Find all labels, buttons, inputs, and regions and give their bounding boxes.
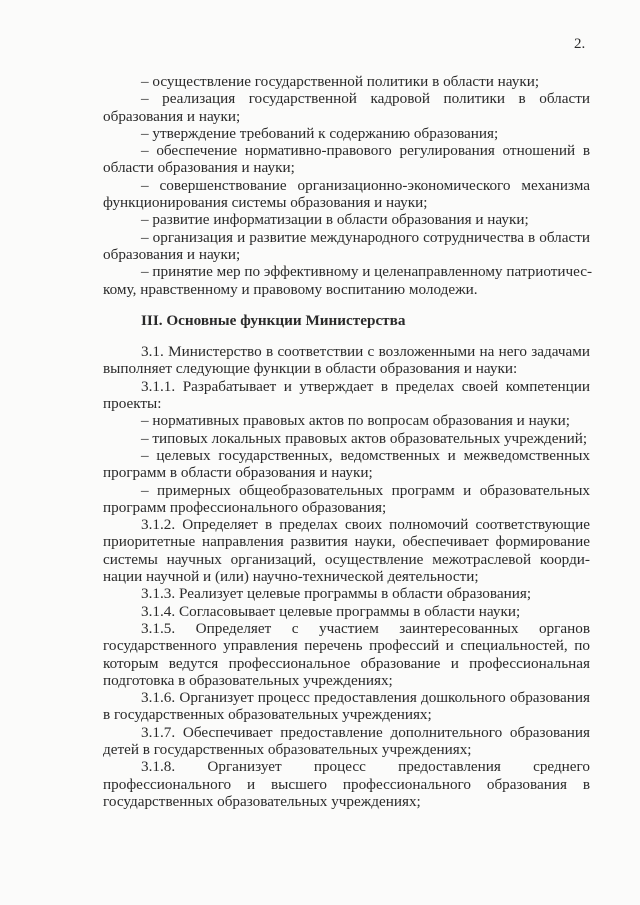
text-line: 3.1. Министерство в соответствии с возложенными на него задачами [141, 343, 590, 361]
text-line: – примерных общеобразовательных программ и образовательных [141, 481, 590, 499]
text-line: системы научных организаций, осуществление межотраслевой коорди- [103, 550, 590, 568]
text-line: образования и науки; [103, 245, 241, 263]
text-line: 3.1.3. Реализует целевые программы в области образования; [141, 585, 532, 603]
page-number: 2. [574, 36, 586, 52]
paragraph [103, 177, 590, 212]
text-line: – осуществление государственной политики в области науки; [141, 73, 540, 90]
text-line: – нормативных правовых актов по вопросам образования и науки; [141, 412, 570, 430]
paragraph [103, 689, 590, 724]
text-line: – принятие мер по эффективному и целенаправленному патриотичес- [141, 263, 593, 281]
paragraph [103, 482, 590, 517]
text-line: программ в области образования и науки; [103, 464, 373, 482]
section-functions [103, 343, 590, 810]
paragraph [103, 263, 593, 298]
text-line: функционирования системы образования и науки; [103, 194, 428, 212]
text-line: проекты: [103, 395, 162, 413]
paragraph [103, 516, 590, 585]
paragraph [103, 229, 590, 264]
paragraph [103, 620, 590, 689]
text-line: образования и науки; [103, 107, 241, 125]
text-line: – обеспечение нормативно-правового регулирования отношений в [141, 142, 590, 160]
text-line: – развитие информатизации в области образования и науки; [141, 211, 529, 229]
text-line: государственных образовательных учреждениях; [103, 792, 421, 810]
intro-list [103, 73, 593, 298]
text-line: 3.1.1. Разрабатывает и утверждает в пределах своей компетенции [141, 377, 590, 395]
paragraph [103, 412, 590, 429]
paragraph [103, 125, 590, 142]
paragraph [103, 758, 590, 810]
paragraph [103, 724, 590, 759]
paragraph [103, 603, 590, 620]
text-line: которым ведутся профессиональное образование и профессиональная [103, 654, 590, 672]
text-line: нации научной и (или) научно-технической деятельности; [103, 568, 479, 586]
text-line: 3.1.4. Согласовывает целевые программы в области науки; [141, 602, 521, 620]
paragraph [103, 585, 590, 602]
text-line: – целевых государственных, ведомственных и межведомственных [141, 446, 590, 464]
paragraph [103, 343, 590, 378]
text-line: – утверждение требований к содержанию образования; [141, 124, 499, 142]
paragraph [103, 142, 590, 177]
paragraph [103, 73, 590, 90]
text-line: государственного управления перечень профессий и специальностей, по [103, 637, 590, 655]
paragraph [103, 447, 590, 482]
text-line: приоритетные направления развития науки, обеспечивает формирование [103, 533, 590, 551]
section-heading: III. Основные функции Министерства [141, 311, 406, 329]
text-line: – организация и развитие международного сотрудничества в области [141, 228, 590, 246]
text-line: кому, нравственному и правовому воспитанию молодежи. [103, 280, 478, 298]
paragraph [103, 378, 590, 413]
text-line: 3.1.5. Определяет с участием заинтересованных органов [141, 619, 590, 637]
text-line: выполняет следующие функции в области образования и науки: [103, 360, 518, 378]
text-line: в государственных образовательных учреждениях; [103, 706, 432, 724]
paragraph [103, 211, 590, 228]
text-line: 3.1.6. Организует процесс предоставления дошкольного образования [141, 689, 590, 707]
text-line: подготовка в образовательных учреждениях; [103, 671, 393, 689]
text-line: 3.1.2. Определяет в пределах своих полномочий соответствующие [141, 516, 590, 534]
text-line: – реализация государственной кадровой политики в области [141, 90, 590, 108]
text-line: – совершенствование организационно-экономического механизма [141, 176, 590, 194]
paragraph [103, 90, 590, 125]
text-line: программ профессионального образования; [103, 498, 387, 516]
text-line: 3.1.8. Организует процесс предоставления среднего [141, 758, 590, 776]
document-body [103, 73, 593, 810]
text-line: 3.1.7. Обеспечивает предоставление дополнительного образования [141, 723, 590, 741]
text-line: профессионального и высшего профессионального образования в [103, 775, 590, 793]
text-line: детей в государственных образовательных учреждениях; [103, 740, 472, 758]
text-line: области образования и науки; [103, 159, 295, 177]
paragraph [103, 430, 590, 447]
text-line: – типовых локальных правовых актов образовательных учреждений; [141, 429, 588, 447]
